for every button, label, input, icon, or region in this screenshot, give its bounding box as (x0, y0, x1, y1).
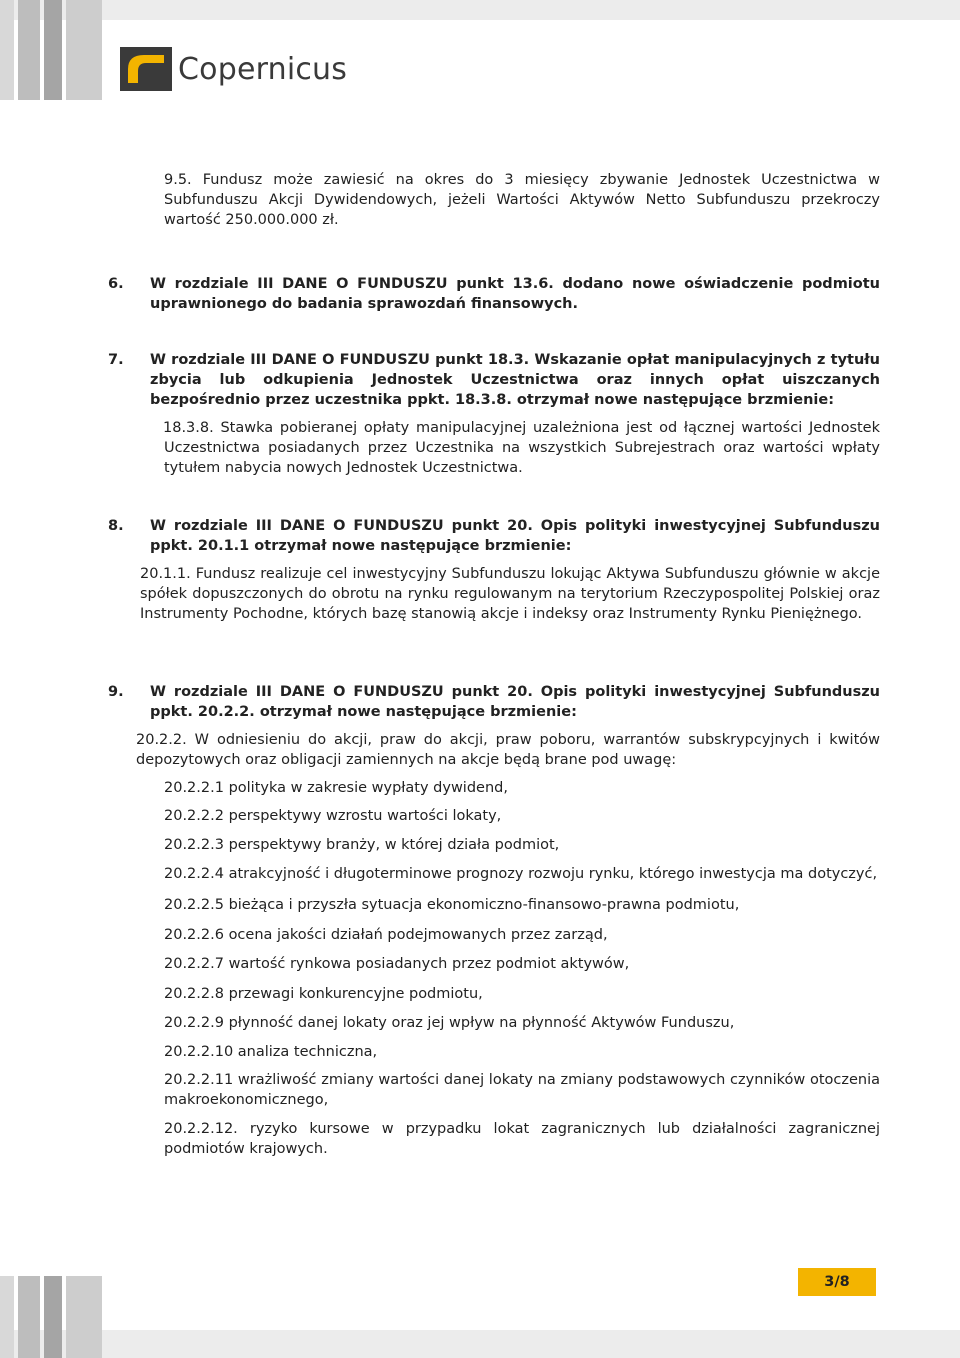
section-number-8: 8. (108, 518, 124, 534)
bottom-band (0, 1330, 960, 1358)
list-item: 20.2.2.9 płynność danej lokaty oraz jej wpływ na płynność Aktywów Funduszu, (164, 1015, 735, 1031)
section-9-heading: W rozdziale III DANE O FUNDUSZU punkt 20. Opis polityki inwestycyjnej Subfunduszu ppkt. 20.2.2. otrzymał nowe następujące brzmienie: (150, 684, 880, 720)
section-9-intro: 20.2.2. W odniesieniu do akcji, praw do akcji, praw poboru, warrantów subskrypcyjnych i kwitów depozytowych oraz obligacji zamiennych na akcje będą brane pod uwagę: (136, 732, 880, 768)
page-number: 3/8 (798, 1268, 876, 1296)
section-7-body: 18.3.8. Stawka pobieranej opłaty manipulacyjnej uzależniona jest od łącznej wartości Jednostek Uczestnictwa posiadanych przez Uczestnika na wszystkich Subrejestrach oraz wartości wpłaty tytułem nabycia nowych Jednostek Uczestnictwa. (163, 420, 880, 476)
section-7-heading: W rozdziale III DANE O FUNDUSZU punkt 18.3. Wskazanie opłat manipulacyjnych z tytułu zbycia lub odkupienia Jednostek Uczestnictwa oraz innych opłat uiszczanych bezpośrednio przez uczestnika ppkt. 18.3.8. otrzymał nowe następujące brzmienie: (150, 352, 880, 408)
bottom-stripe-4 (66, 1276, 102, 1358)
list-item: 20.2.2.4 atrakcyjność i długoterminowe prognozy rozwoju rynku, którego inwestycja ma dotyczyć, (164, 866, 878, 882)
corner-stripe-3 (44, 0, 62, 100)
bottom-stripe-1 (0, 1276, 14, 1358)
list-item: 20.2.2.2 perspektywy wzrostu wartości lokaty, (164, 808, 502, 824)
section-8-heading: W rozdziale III DANE O FUNDUSZU punkt 20. Opis polityki inwestycyjnej Subfunduszu ppkt. 20.1.1 otrzymał nowe następujące brzmienie: (150, 518, 880, 554)
list-item: 20.2.2.5 bieżąca i przyszła sytuacja ekonomiczno-finansowo-prawna podmiotu, (164, 897, 740, 913)
list-item: 20.2.2.6 ocena jakości działań podejmowanych przez zarząd, (164, 927, 608, 943)
list-item: 20.2.2.10 analiza techniczna, (164, 1044, 378, 1060)
brand-name: Copernicus (178, 51, 348, 87)
section-number-7: 7. (108, 352, 124, 368)
bottom-stripe-2 (18, 1276, 40, 1358)
list-item: 20.2.2.11 wrażliwość zmiany wartości danej lokaty na zmiany podstawowych czynników otoczenia makroekonomicznego, (164, 1072, 880, 1108)
corner-stripe-2 (18, 0, 40, 100)
list-item: 20.2.2.3 perspektywy branży, w której działa podmiot, (164, 837, 560, 853)
section-number-9: 9. (108, 684, 124, 700)
company-logo (120, 45, 347, 93)
list-item: 20.2.2.8 przewagi konkurencyjne podmiotu, (164, 986, 483, 1002)
corner-stripe-4 (66, 0, 102, 100)
list-item: 20.2.2.12. ryzyko kursowe w przypadku lokat zagranicznych lub działalności zagranicznej podmiotów krajowych. (164, 1121, 880, 1157)
section-6-heading: W rozdziale III DANE O FUNDUSZU punkt 13.6. dodano nowe oświadczenie podmiotu uprawnionego do badania sprawozdań finansowych. (150, 276, 880, 312)
paragraph-9-5: 9.5. Fundusz może zawiesić na okres do 3 miesięcy zbywanie Jednostek Uczestnictwa w Subfunduszu Akcji Dywidendowych, jeżeli Wartości Aktywów Netto Subfunduszu przekroczy wartość 250.000.000 zł. (164, 172, 880, 228)
bottom-stripe-3 (44, 1276, 62, 1358)
section-8-body: 20.1.1. Fundusz realizuje cel inwestycyjny Subfunduszu lokując Aktywa Subfunduszu głównie w akcje spółek dopuszczonych do obrotu na rynku regulowanym na terytorium Rzeczypospolitej Polskiej oraz Instrumenty Pochodne, których bazę stanowią akcje i indeksy oraz Instrumenty Rynku Pieniężnego. (140, 566, 880, 622)
copernicus-logo-icon (120, 47, 172, 91)
list-item: 20.2.2.1 polityka w zakresie wypłaty dywidend, (164, 780, 508, 796)
section-number-6: 6. (108, 276, 124, 292)
corner-stripe-1 (0, 0, 14, 100)
top-band (0, 0, 960, 20)
list-item: 20.2.2.7 wartość rynkowa posiadanych przez podmiot aktywów, (164, 956, 630, 972)
